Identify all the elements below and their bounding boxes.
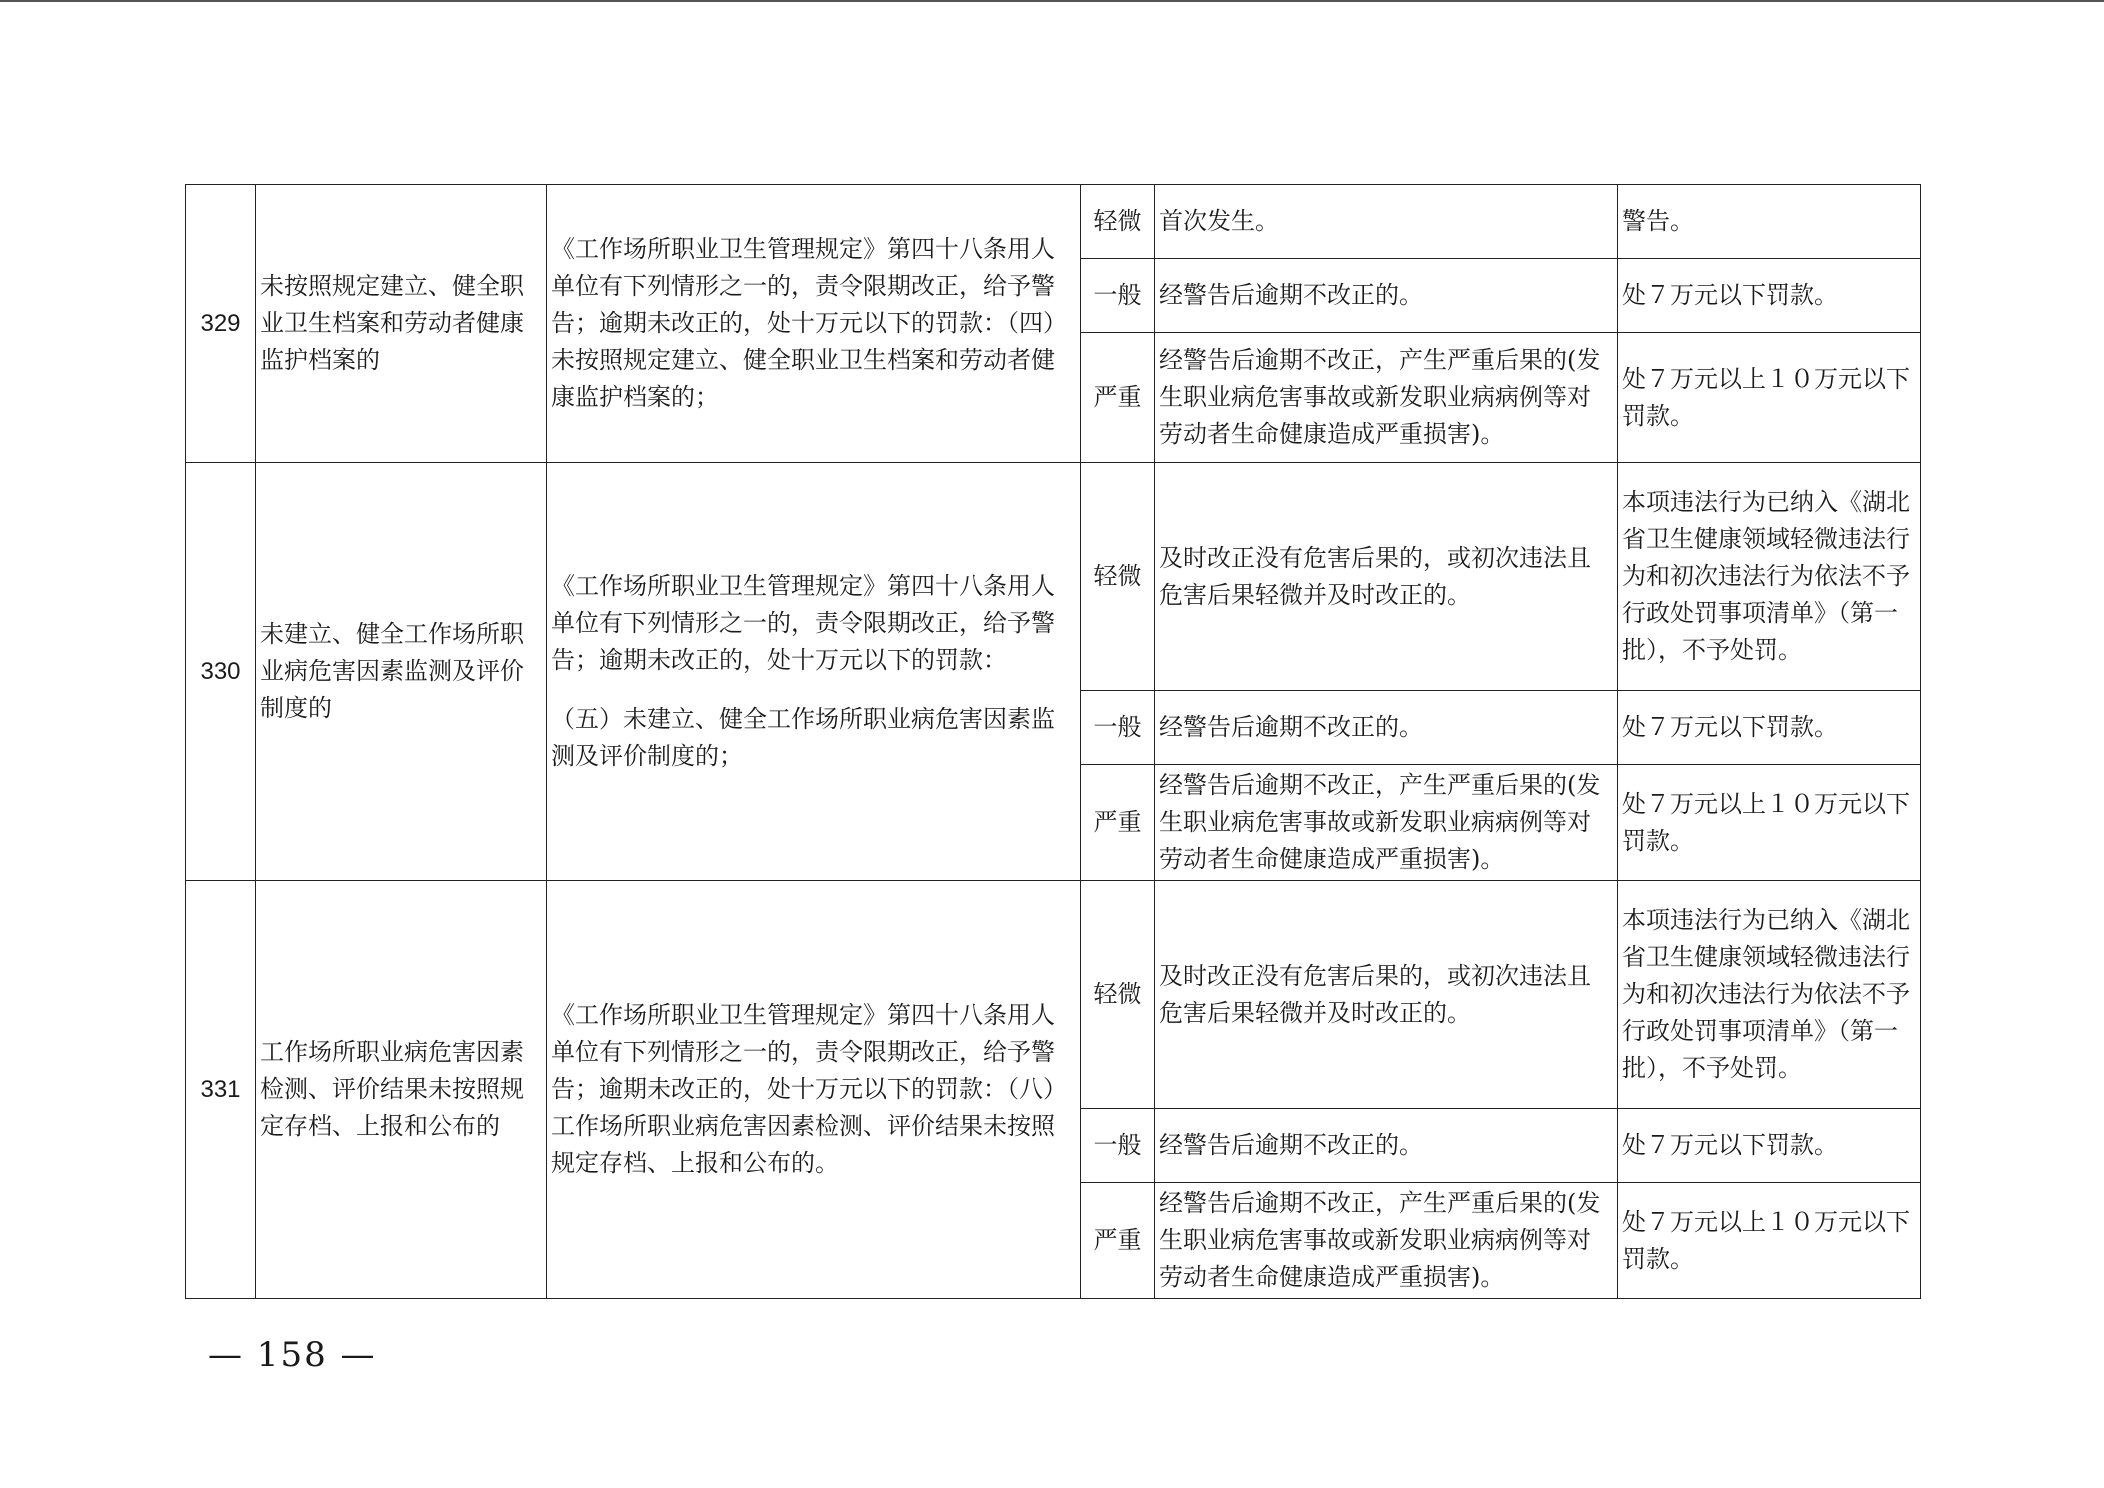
violation-behavior: 未建立、健全工作场所职业病危害因素监测及评价制度的 — [256, 463, 547, 881]
item-number: 331 — [186, 881, 256, 1299]
penalty: 本项违法行为已纳入《湖北省卫生健康领域轻微违法行为和初次违法行为依法不予行政处罚事项清单》（第一批），不予处罚。 — [1618, 463, 1921, 691]
penalty: 本项违法行为已纳入《湖北省卫生健康领域轻微违法行为和初次违法行为依法不予行政处罚事项清单》（第一批），不予处罚。 — [1618, 881, 1921, 1109]
severity-level: 严重 — [1081, 1183, 1155, 1299]
penalty: 处７万元以下罚款。 — [1618, 259, 1921, 333]
penalty: 处７万元以下罚款。 — [1618, 691, 1921, 765]
circumstance: 经警告后逾期不改正，产生严重后果的(发生职业病危害事故或新发职业病病例等对劳动者生命健康造成严重损害)。 — [1155, 1183, 1618, 1299]
legal-basis-text: 《工作场所职业卫生管理规定》第四十八条用人单位有下列情形之一的，责令限期改正，给予警告；逾期未改正的，处十万元以下的罚款： — [551, 572, 1055, 674]
penalty: 警告。 — [1618, 185, 1921, 259]
legal-basis — [547, 881, 1081, 1299]
top-rule — [0, 0, 2104, 2]
severity-level: 一般 — [1081, 691, 1155, 765]
legal-basis — [547, 185, 1081, 463]
circumstance: 首次发生。 — [1155, 185, 1618, 259]
severity-level: 严重 — [1081, 765, 1155, 881]
severity-level: 轻微 — [1081, 185, 1155, 259]
violation-behavior: 未按照规定建立、健全职业卫生档案和劳动者健康监护档案的 — [256, 185, 547, 463]
severity-level: 轻微 — [1081, 463, 1155, 691]
circumstance: 经警告后逾期不改正的。 — [1155, 1109, 1618, 1183]
page-number: — 158 — — [208, 1335, 377, 1375]
table-row — [186, 881, 1921, 1109]
table-row — [186, 463, 1921, 691]
violation-behavior: 工作场所职业病危害因素检测、评价结果未按照规定存档、上报和公布的 — [256, 881, 547, 1299]
penalty: 处７万元以上１０万元以下罚款。 — [1618, 1183, 1921, 1299]
legal-basis-clause: （五）未建立、健全工作场所职业病危害因素监测及评价制度的； — [551, 705, 1055, 770]
circumstance: 经警告后逾期不改正，产生严重后果的(发生职业病危害事故或新发职业病病例等对劳动者生命健康造成严重损害)。 — [1155, 333, 1618, 463]
circumstance: 经警告后逾期不改正的。 — [1155, 259, 1618, 333]
circumstance: 及时改正没有危害后果的，或初次违法且危害后果轻微并及时改正的。 — [1155, 463, 1618, 691]
penalty: 处７万元以上１０万元以下罚款。 — [1618, 333, 1921, 463]
severity-level: 严重 — [1081, 333, 1155, 463]
legal-basis-text: 《工作场所职业卫生管理规定》第四十八条用人单位有下列情形之一的，责令限期改正，给予警告；逾期未改正的，处十万元以下的罚款：（四）未按照规定建立、健全职业卫生档案和劳动者健康监护档案的； — [551, 235, 1067, 411]
legal-basis — [547, 463, 1081, 881]
penalty: 处７万元以上１０万元以下罚款。 — [1618, 765, 1921, 881]
severity-level: 一般 — [1081, 1109, 1155, 1183]
severity-level: 轻微 — [1081, 881, 1155, 1109]
legal-basis-text: 《工作场所职业卫生管理规定》第四十八条用人单位有下列情形之一的，责令限期改正，给予警告；逾期未改正的，处十万元以下的罚款：（八）工作场所职业病危害因素检测、评价结果未按照规定存档、上报和公布的。 — [551, 1001, 1067, 1177]
circumstance: 经警告后逾期不改正的。 — [1155, 691, 1618, 765]
circumstance: 及时改正没有危害后果的，或初次违法且危害后果轻微并及时改正的。 — [1155, 881, 1618, 1109]
penalty-table — [185, 184, 1921, 1299]
penalty: 处７万元以下罚款。 — [1618, 1109, 1921, 1183]
circumstance: 经警告后逾期不改正，产生严重后果的(发生职业病危害事故或新发职业病病例等对劳动者生命健康造成严重损害)。 — [1155, 765, 1618, 881]
item-number: 329 — [186, 185, 256, 463]
table-row — [186, 185, 1921, 259]
item-number: 330 — [186, 463, 256, 881]
severity-level: 一般 — [1081, 259, 1155, 333]
